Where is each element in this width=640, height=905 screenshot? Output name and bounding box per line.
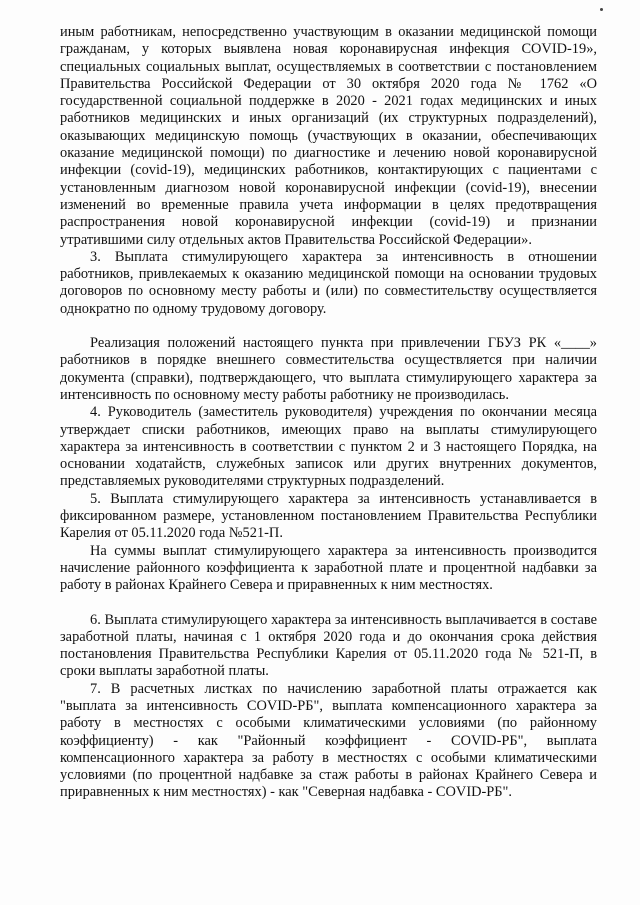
- paragraph-item-5: 5. Выплата стимулирующего характера за интенсивность устанавливается в фиксированном размере, установленном постановлением Правительства Республики Карелия от 05.11.2020 года №521-П.: [60, 490, 597, 542]
- paragraph-item-4: 4. Руководитель (заместитель руководителя) учреждения по окончании месяца утверждает списки работников, имеющих право на выплаты стимулирующего характера за интенсивность в соответствии с пунктом 2 и 3 настоящего Порядка, на основании ходатайств, служебных записок или других внутренних документов, представляемых руководителями структурных подразделений.: [60, 404, 597, 490]
- paragraph-continuation: иным работникам, непосредственно участвующим в оказании медицинской помощи гражданам, у которых выявлена новая коронавирусная инфекция COVID-19», специальных социальных выплат, осуществляемых в соответствии с постановлением Правительства Российской Федерации от 30 октября 2020 года № 1762 «О государственной социальной поддержке в 2020 - 2021 годах медицинских и иных работников медицинских и иных организаций (их структурных подразделений), оказывающих медицинскую помощь (участвующих в оказании, обеспечивающих оказание медицинской помощи) по диагностике и лечению новой коронавирусной инфекции (covid-19), медицинских работников, контактирующих с пациентами с установленным диагнозом новой коронавирусной инфекции (covid-19), внесении изменений во временные правила учета информации в целях предотвращения распространения новой коронавирусной инфекции (covid-19) и признании утратившими силу отдельных актов Правительства Российской Федерации».: [60, 24, 597, 248]
- paragraph-implementation: Реализация положений настоящего пункта при привлечении ГБУЗ РК «____» работников в порядке внешнего совместительства осуществляется при наличии документа (справки), подтверждающего, что выплата стимулирующего характера за интенсивность по основному месту работы работнику не производилась.: [60, 335, 597, 403]
- paragraph-item-3: 3. Выплата стимулирующего характера за интенсивность в отношении работников, привлекаемых к оказанию медицинской помощи на основании трудовых договоров по основному месту работы и (или) по совместительству осуществляется однократно по одному трудовому договору.: [60, 248, 597, 317]
- document-body: [60, 24, 597, 802]
- paragraph-item-6: 6. Выплата стимулирующего характера за интенсивность выплачивается в составе заработной платы, начиная с 1 октября 2020 года и до окончания срока действия постановления Правительства Республики Карелия от 05.11.2020 года № 521-П, в сроки выплаты заработной платы.: [60, 611, 597, 680]
- scan-mark: [600, 8, 603, 11]
- paragraph-item-7: 7. В расчетных листках по начислению заработной платы отражается как "выплата за интенсивность COVID-РБ", выплата компенсационного характера за работу в местностях с особыми климатическими условиями (по районному коэффициенту) - как "Районный коэффициент - COVID-РБ", выплата компенсационного характера за работу в местностях с особыми климатическими условиями (по процентной надбавке за стаж работы в районах Крайнего Севера и приравненных к ним местностях) - как "Северная надбавка - COVID-РБ".: [60, 680, 597, 801]
- paragraph-coefficient: На суммы выплат стимулирующего характера за интенсивность производится начисление районного коэффициента к заработной плате и процентной надбавки за работу в районах Крайнего Севера и приравненных к ним местностях.: [60, 542, 597, 594]
